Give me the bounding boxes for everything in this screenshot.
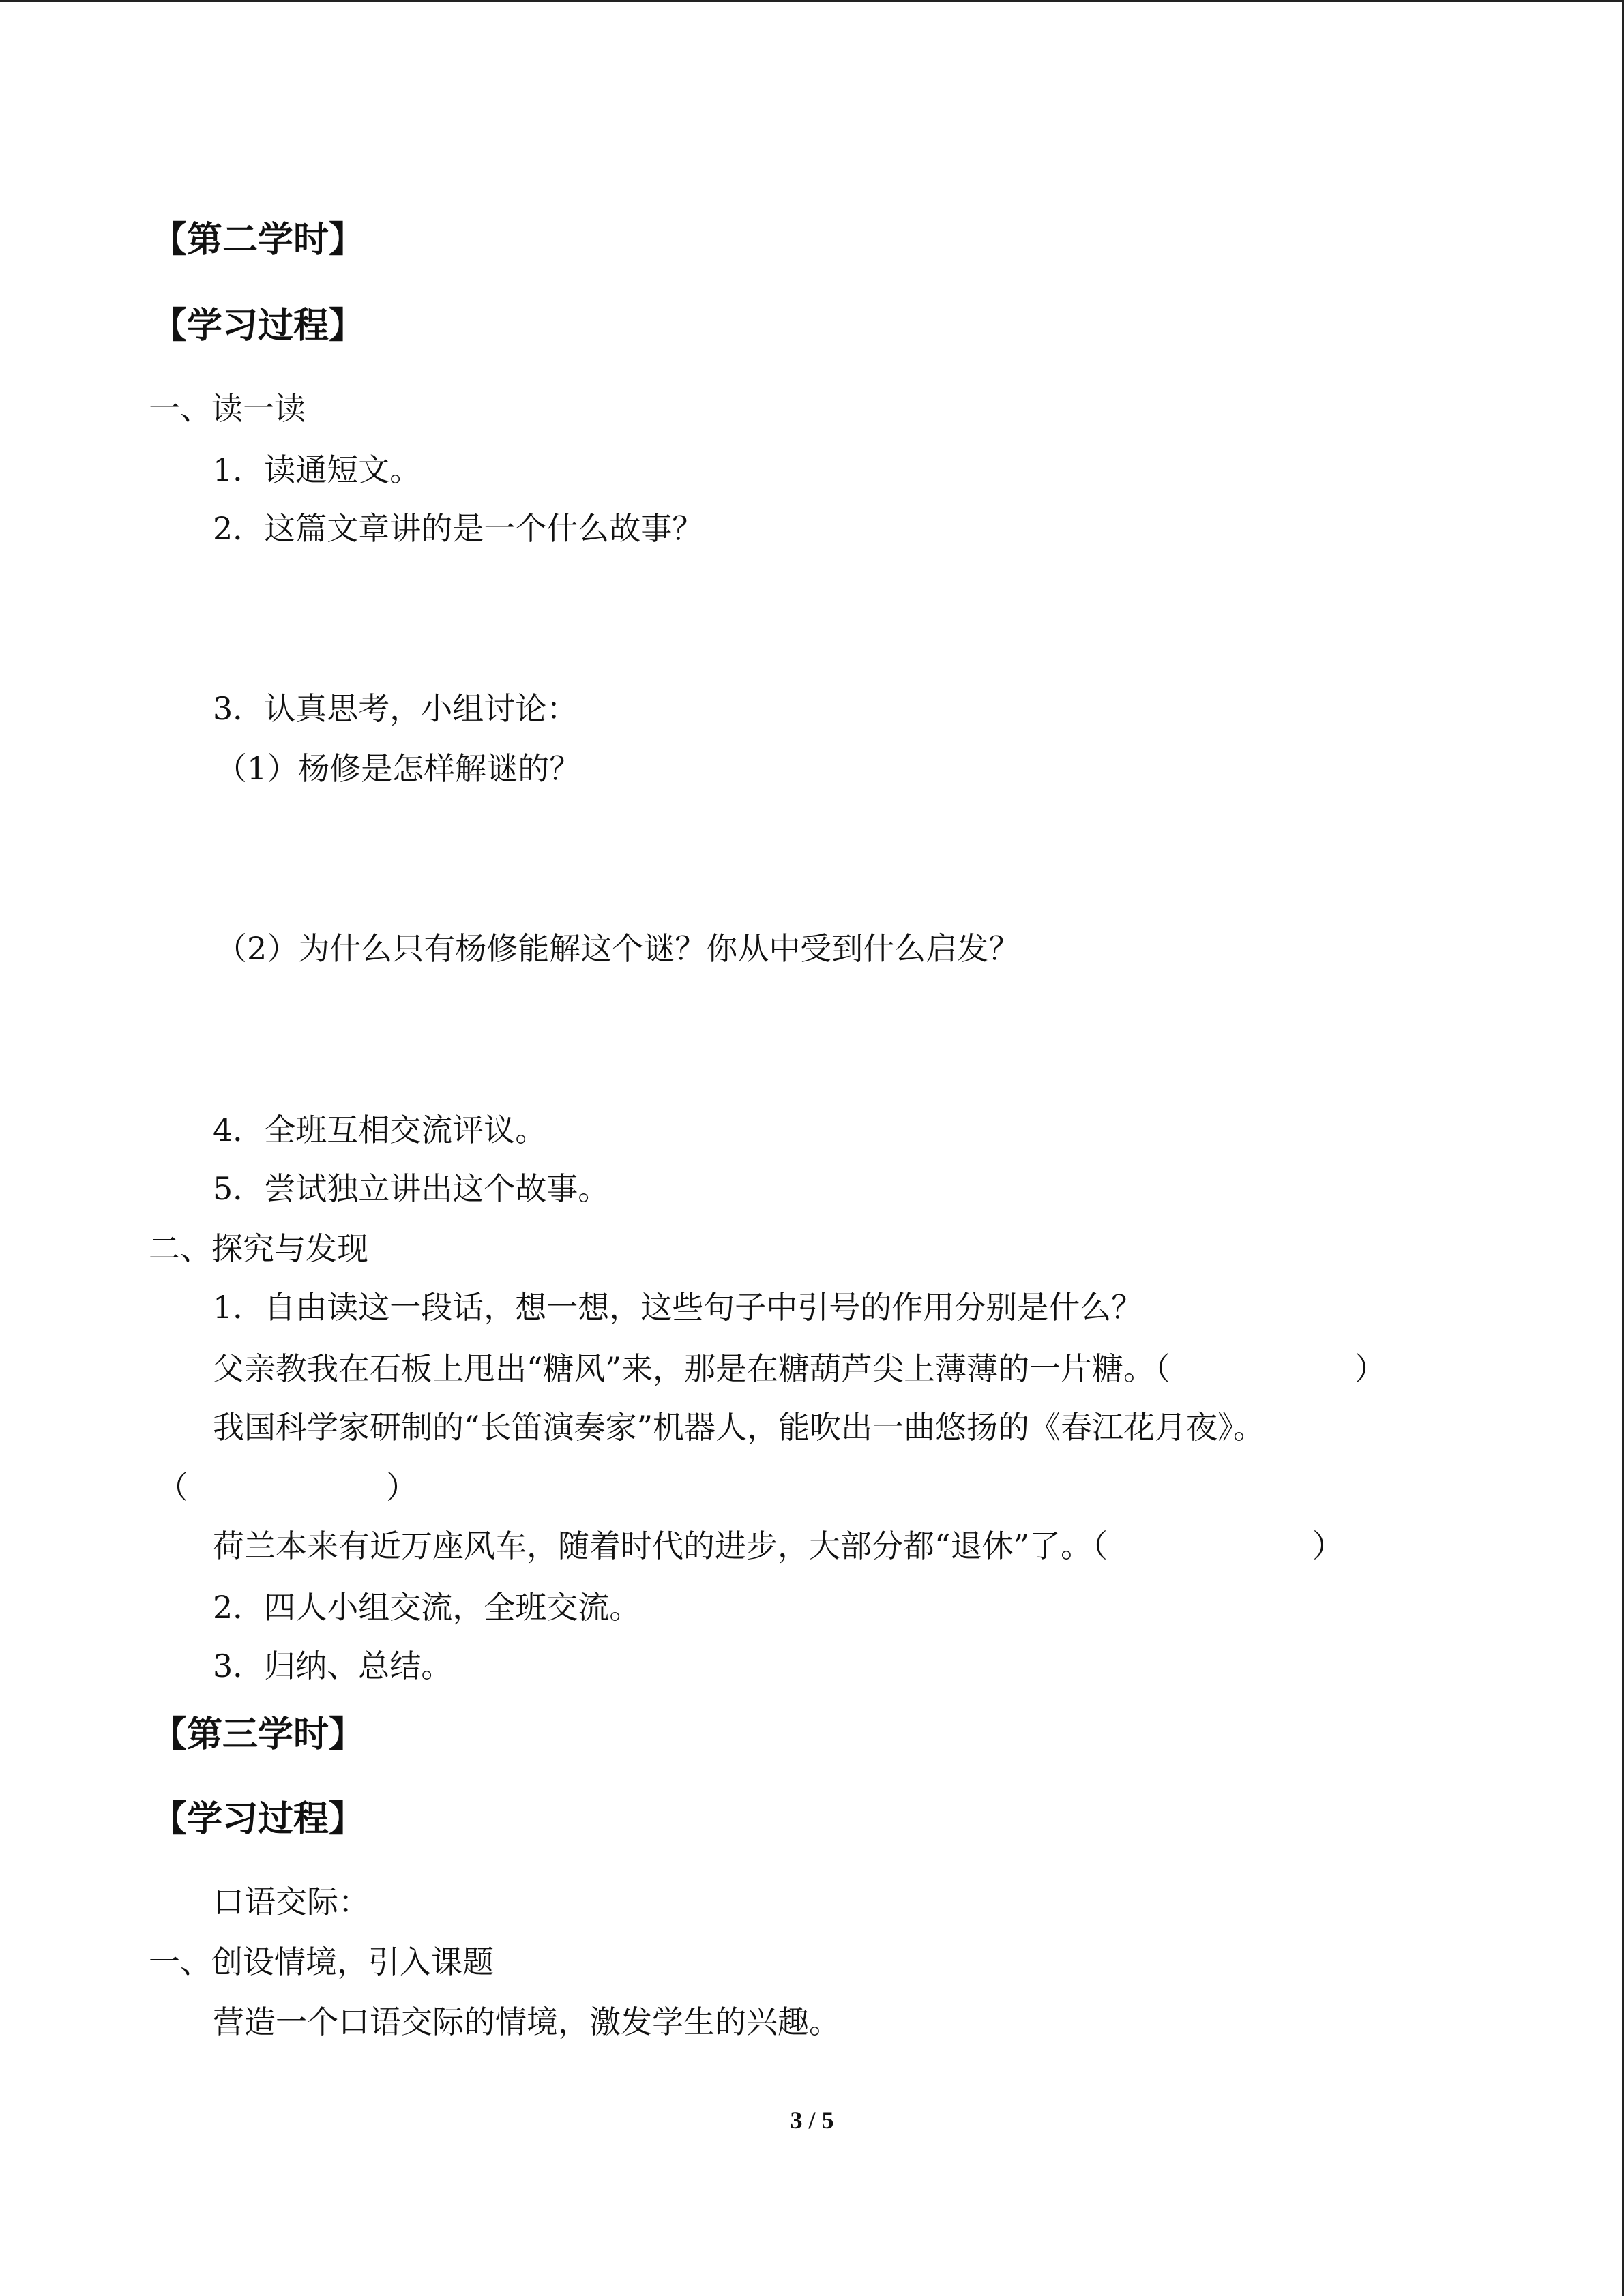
- sub-question: （2）为什么只有杨修能解这个谜？你从中受到什么启发？: [216, 930, 1020, 967]
- list-item: 1．读通短文。: [213, 451, 422, 488]
- list-item: 2．这篇文章讲的是一个什么故事？: [213, 510, 704, 547]
- close-paren: ）: [1355, 1350, 1387, 1387]
- example-sentence: [213, 1350, 1387, 1387]
- part-title-scenario: 一、创设情境，引入课题: [149, 1943, 494, 1980]
- answer-paren-line: [157, 1469, 417, 1506]
- section-heading-learning-process: 【学习过程】: [151, 1799, 365, 1840]
- list-item: 3．认真思考，小组讨论：: [213, 690, 578, 727]
- list-item: 4．全班互相交流评议。: [213, 1112, 547, 1148]
- example-sentence: [213, 1527, 1344, 1564]
- list-item: 2．四人小组交流，全班交流。: [213, 1589, 641, 1626]
- open-paren: （: [157, 1469, 188, 1506]
- close-paren: ）: [386, 1469, 417, 1506]
- close-paren: ）: [1312, 1527, 1344, 1564]
- list-item: 3．归纳、总结。: [213, 1648, 453, 1684]
- oral-communication-label: 口语交际：: [213, 1883, 370, 1920]
- section-heading-learning-process: 【学习过程】: [151, 305, 365, 346]
- section-heading-third-period: 【第三学时】: [151, 1714, 365, 1755]
- list-item: 5．尝试独立讲出这个故事。: [213, 1170, 610, 1207]
- paragraph: 营造一个口语交际的情境，激发学生的兴趣。: [213, 2003, 840, 2040]
- sentence-text: 父亲教我在石板上甩出“糖风”来，那是在糖葫芦尖上薄薄的一片糖。（: [213, 1350, 1171, 1387]
- page-number: 3 / 5: [790, 2106, 834, 2134]
- part-title-explore: 二、探究与发现: [149, 1230, 368, 1267]
- list-item: 1．自由读这一段话，想一想，这些句子中引号的作用分别是什么？: [213, 1289, 1143, 1326]
- example-sentence: 我国科学家研制的“长笛演奏家”机器人，能吹出一曲悠扬的《春江花月夜》。: [213, 1409, 1265, 1446]
- sentence-text: 荷兰本来有近万座风车，随着时代的进步，大部分都“退休”了。（: [213, 1527, 1108, 1564]
- part-title-read: 一、读一读: [149, 390, 306, 427]
- sub-question: （1）杨修是怎样解谜的？: [216, 750, 581, 787]
- section-heading-second-period: 【第二学时】: [151, 220, 365, 260]
